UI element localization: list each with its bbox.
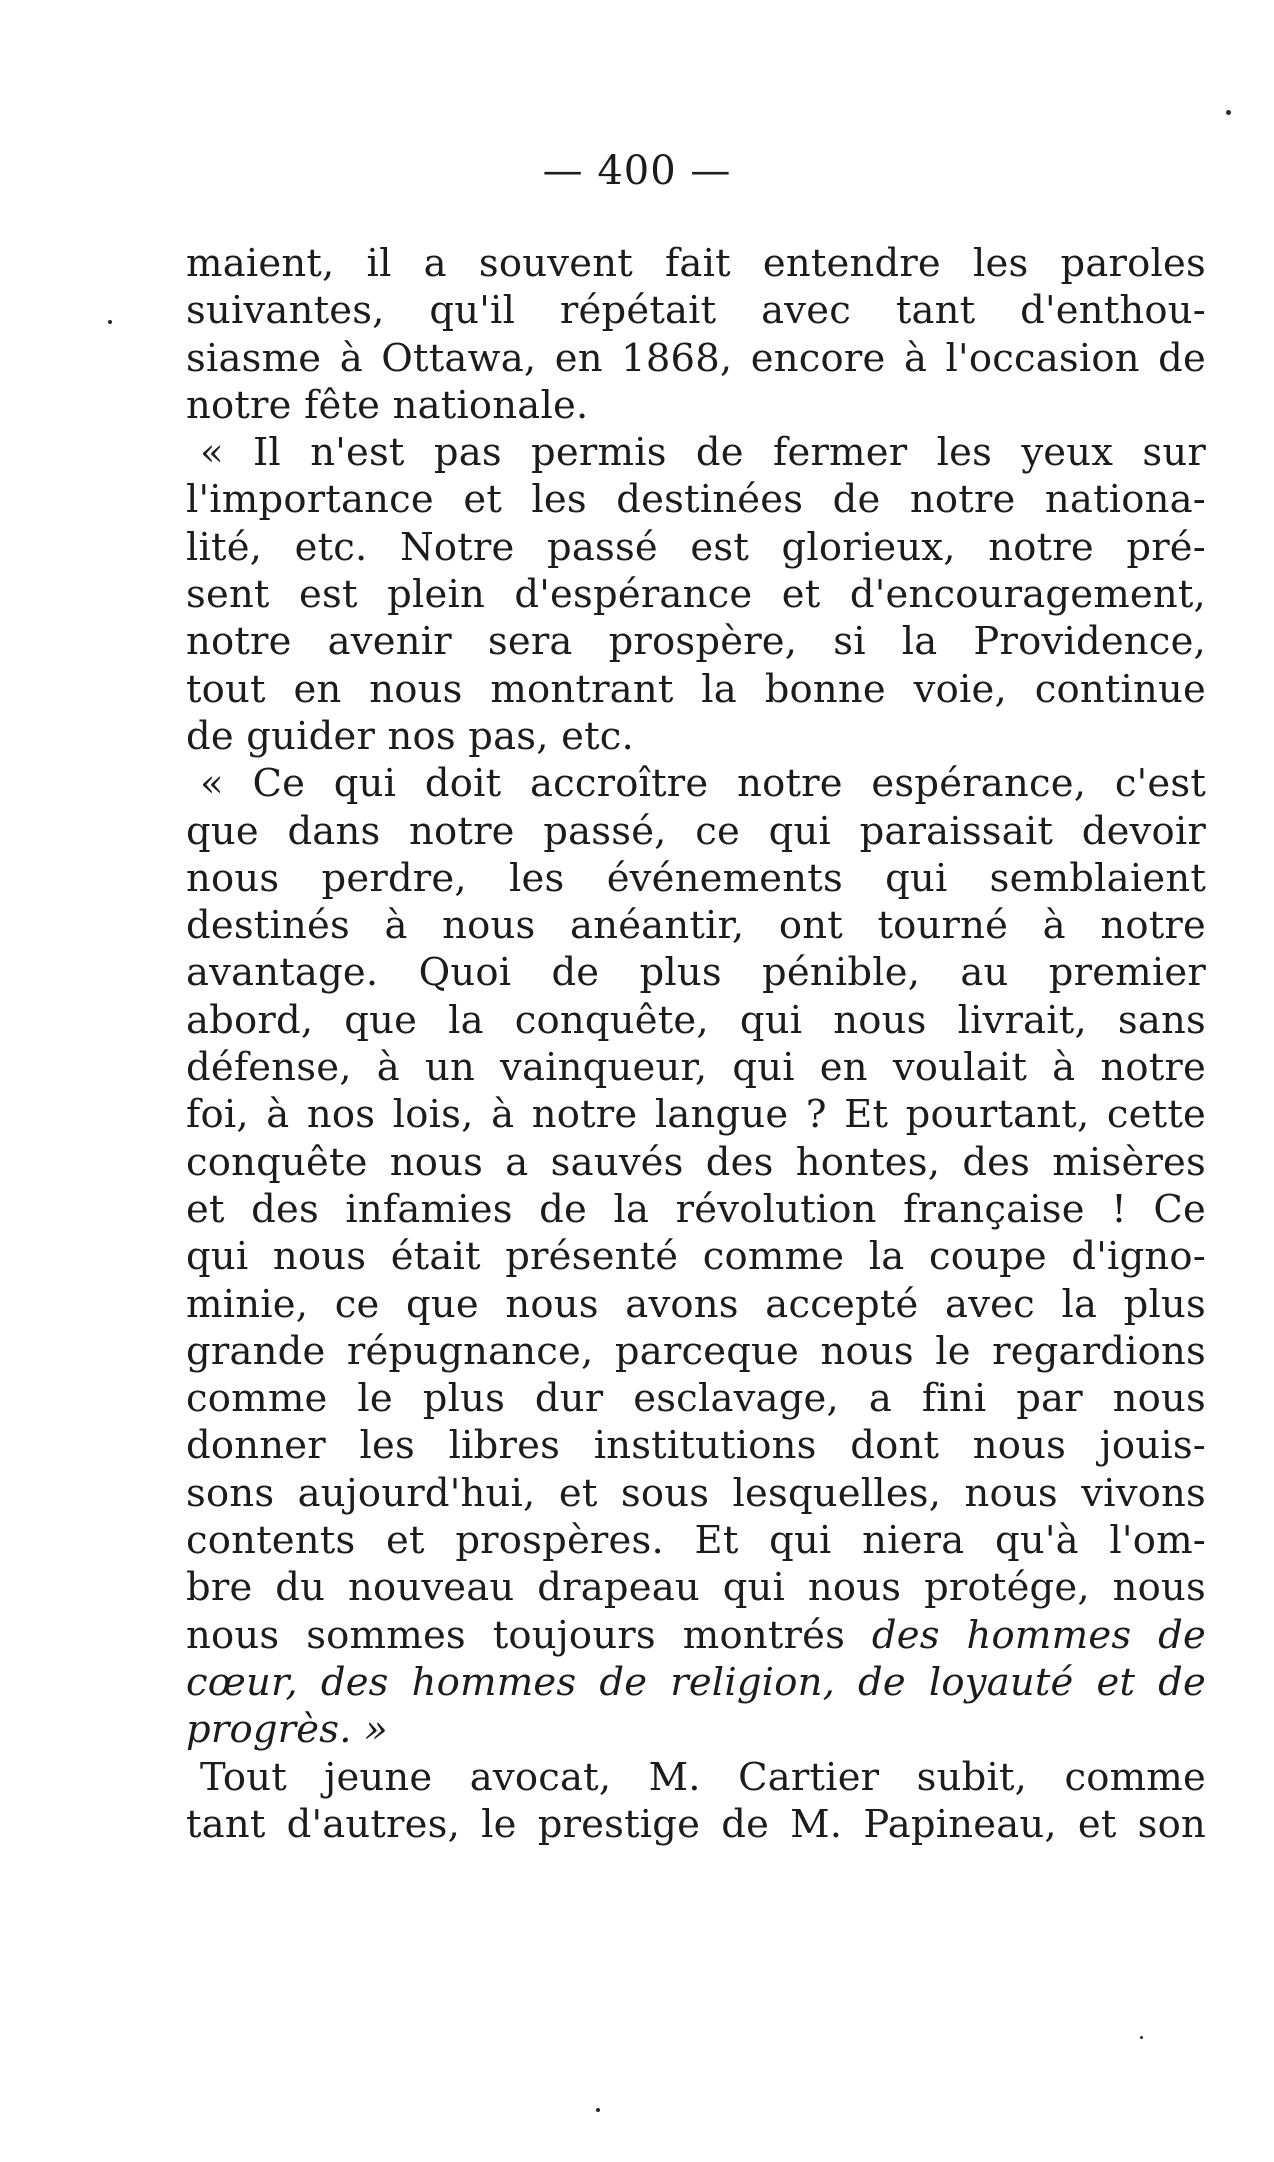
- text-line: conquête nous a sauvés des hontes, des misères: [186, 1139, 1206, 1185]
- text-line: abord, que la conquête, qui nous livrait, sans: [186, 997, 1206, 1043]
- text-line: siasme à Ottawa, en 1868, encore à l'occasion de: [186, 335, 1206, 381]
- text-line: tant d'autres, le prestige de M. Papineau, et son: [186, 1801, 1206, 1847]
- text-line: « Il n'est pas permis de fermer les yeux sur: [200, 430, 1206, 476]
- text-line: sent est plein d'espérance et d'encouragement,: [186, 572, 1206, 618]
- text-line: que dans notre passé, ce qui paraissait devoir: [186, 808, 1206, 854]
- page-number: — 400 —: [542, 148, 732, 194]
- text-line: grande répugnance, parceque nous le regardions: [186, 1328, 1206, 1374]
- text-line: donner les libres institutions dont nous jouis-: [186, 1423, 1206, 1469]
- text-line: progrès. »: [186, 1707, 388, 1753]
- text-line: comme le plus dur esclavage, a fini par nous: [186, 1376, 1206, 1422]
- text-line: tout en nous montrant la bonne voie, continue: [186, 666, 1206, 712]
- text-line: bre du nouveau drapeau qui nous protége, nous: [186, 1565, 1206, 1611]
- text-line-roman: nous sommes toujours montrés: [186, 1612, 872, 1658]
- text-line: qui nous était présenté comme la coupe d'igno-: [186, 1234, 1206, 1280]
- text-line: [186, 1612, 1206, 1659]
- text-line: nous perdre, les événements qui semblaient: [186, 855, 1206, 901]
- text-line: foi, à nos lois, à notre langue ? Et pourtant, cette: [186, 1092, 1206, 1138]
- text-line: destinés à nous anéantir, ont tourné à notre: [186, 903, 1206, 949]
- print-speck: [1140, 2036, 1143, 2039]
- body-text: [186, 240, 1206, 1848]
- text-line: minie, ce que nous avons accepté avec la plus: [186, 1281, 1206, 1327]
- text-line: Tout jeune avocat, M. Cartier subit, comme: [200, 1754, 1206, 1800]
- text-line: et des infamies de la révolution française ! Ce: [186, 1186, 1206, 1232]
- text-line: suivantes, qu'il répétait avec tant d'enthou-: [186, 288, 1206, 334]
- text-line: notre fête nationale.: [186, 382, 589, 428]
- text-line: sons aujourd'hui, et sous lesquelles, nous vivons: [186, 1470, 1206, 1516]
- text-line: avantage. Quoi de plus pénible, au premier: [186, 950, 1206, 996]
- text-line: « Ce qui doit accroître notre espérance, c'est: [200, 761, 1206, 807]
- print-speck: [596, 2108, 600, 2112]
- text-line: notre avenir sera prospère, si la Providence,: [186, 619, 1206, 665]
- text-line: défense, à un vainqueur, qui en voulait à notre: [186, 1045, 1206, 1091]
- print-speck: [1226, 110, 1231, 115]
- text-line: de guider nos pas, etc.: [186, 713, 634, 759]
- text-line: maient, il a souvent fait entendre les paroles: [186, 241, 1206, 286]
- text-line-italic: des hommes de: [871, 1612, 1206, 1658]
- text-line: lité, etc. Notre passé est glorieux, notre pré-: [186, 524, 1206, 570]
- text-line: l'importance et les destinées de notre nationa-: [186, 477, 1206, 523]
- print-speck: [108, 320, 112, 324]
- text-line: cœur, des hommes de religion, de loyauté et de: [186, 1659, 1206, 1705]
- text-line: contents et prospères. Et qui niera qu'à l'om-: [186, 1518, 1206, 1564]
